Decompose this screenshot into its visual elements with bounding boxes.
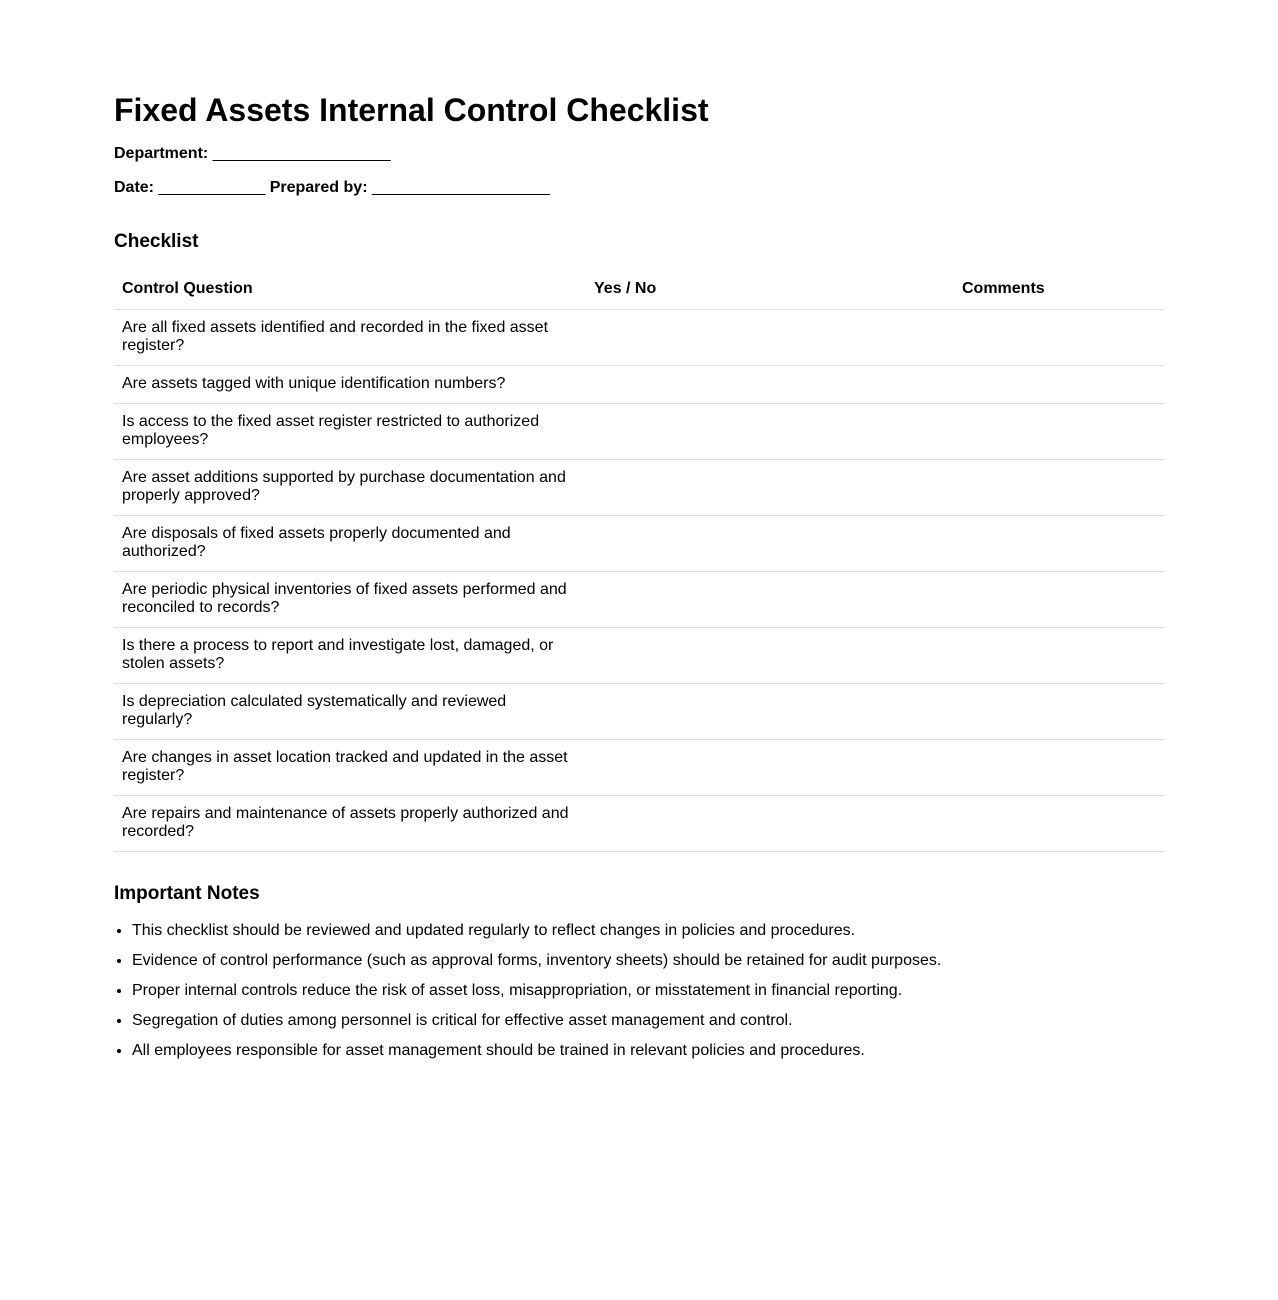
prepared-by-blank: ____________________ (371, 179, 550, 196)
checklist-body (114, 310, 1164, 852)
checklist-heading: Checklist (114, 231, 199, 252)
notes-list (114, 922, 1164, 1060)
comments-cell[interactable] (954, 796, 1164, 852)
question-cell: Are changes in asset location tracked and updated in the asset register? (114, 740, 586, 796)
question-cell: Are all fixed assets identified and recorded in the fixed asset register? (114, 310, 586, 366)
question-cell: Are disposals of fixed assets properly documented and authorized? (114, 516, 586, 572)
question-cell: Are assets tagged with unique identification numbers? (114, 366, 586, 404)
yes-no-cell[interactable] (586, 516, 954, 572)
table-row (114, 796, 1164, 852)
list-item: • All employees responsible for asset management should be trained in relevant policies and procedures. (132, 1042, 1164, 1060)
yes-no-cell[interactable] (586, 404, 954, 460)
table-row (114, 460, 1164, 516)
notes-heading: Important Notes (114, 883, 260, 904)
comments-cell[interactable] (954, 366, 1164, 404)
date-blank: ____________ (158, 179, 266, 196)
table-row (114, 516, 1164, 572)
yes-no-cell[interactable] (586, 310, 954, 366)
table-row (114, 740, 1164, 796)
comments-cell[interactable] (954, 516, 1164, 572)
column-header-question: Control Question (114, 273, 586, 310)
table-row (114, 310, 1164, 366)
list-item: • Proper internal controls reduce the risk of asset loss, misappropriation, or misstatement in financial reporting. (132, 982, 1164, 1000)
table-row (114, 366, 1164, 404)
checklist-table (114, 273, 1164, 852)
question-cell: Is access to the fixed asset register restricted to authorized employees? (114, 404, 586, 460)
prepared-by-label: Prepared by: (269, 179, 368, 196)
table-header-row (114, 273, 1164, 310)
yes-no-cell[interactable] (586, 366, 954, 404)
yes-no-cell[interactable] (586, 796, 954, 852)
question-cell: Is there a process to report and investigate lost, damaged, or stolen assets? (114, 628, 586, 684)
table-row (114, 404, 1164, 460)
comments-cell[interactable] (954, 404, 1164, 460)
department-label: Department: (114, 145, 209, 162)
question-cell: Are repairs and maintenance of assets properly authorized and recorded? (114, 796, 586, 852)
comments-cell[interactable] (954, 310, 1164, 366)
yes-no-cell[interactable] (586, 684, 954, 740)
comments-cell[interactable] (954, 572, 1164, 628)
question-cell: Is depreciation calculated systematically and reviewed regularly? (114, 684, 586, 740)
comments-cell[interactable] (954, 740, 1164, 796)
column-header-yes-no: Yes / No (586, 273, 954, 310)
date-prepared-field (114, 179, 1164, 197)
yes-no-cell[interactable] (586, 628, 954, 684)
page-title: Fixed Assets Internal Control Checklist (114, 92, 709, 128)
table-row (114, 628, 1164, 684)
yes-no-cell[interactable] (586, 572, 954, 628)
list-item: • Segregation of duties among personnel is critical for effective asset management and control. (132, 1012, 1164, 1030)
table-row (114, 684, 1164, 740)
department-blank: ____________________ (212, 145, 391, 162)
department-field (114, 145, 1164, 163)
table-row (114, 572, 1164, 628)
comments-cell[interactable] (954, 628, 1164, 684)
column-header-comments: Comments (954, 273, 1164, 310)
comments-cell[interactable] (954, 684, 1164, 740)
question-cell: Are periodic physical inventories of fixed assets performed and reconciled to records? (114, 572, 586, 628)
comments-cell[interactable] (954, 460, 1164, 516)
list-item: • This checklist should be reviewed and updated regularly to reflect changes in policies and procedures. (132, 922, 1164, 940)
yes-no-cell[interactable] (586, 460, 954, 516)
yes-no-cell[interactable] (586, 740, 954, 796)
date-label: Date: (114, 179, 155, 196)
list-item: • Evidence of control performance (such as approval forms, inventory sheets) should be retained for audit purposes. (132, 952, 1164, 970)
question-cell: Are asset additions supported by purchase documentation and properly approved? (114, 460, 586, 516)
